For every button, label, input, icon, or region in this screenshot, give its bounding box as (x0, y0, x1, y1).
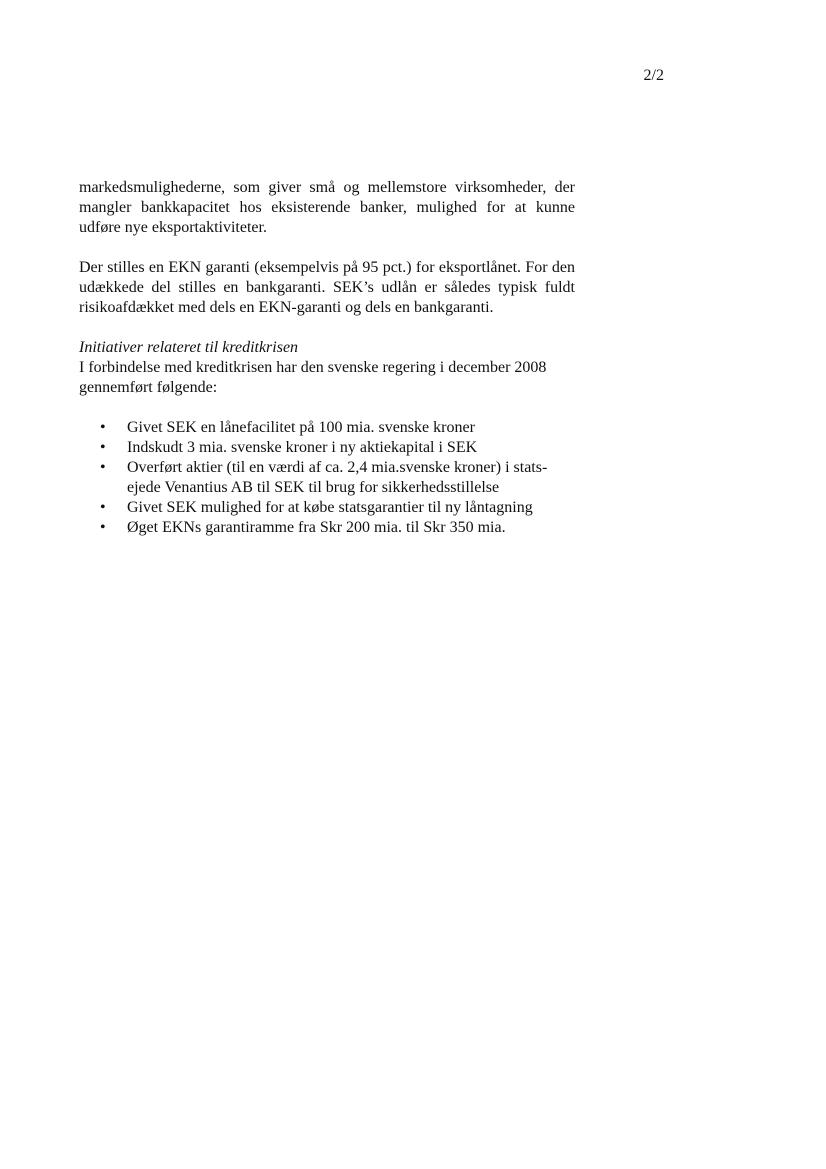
bullet-icon: • (100, 499, 106, 516)
section-intro: I forbindelse med kreditkrisen har den svenske regering i december 2008 gennemført følgende: (79, 359, 547, 396)
list-item-text: Overført aktier (til en værdi af ca. 2,4 mia.svenske kroner) i stats-ejede Venantius AB til SEK til brug for sikkerhedsstillelse (127, 459, 548, 496)
bullet-icon: • (100, 419, 106, 436)
document-body (79, 178, 575, 538)
list-item (79, 458, 575, 498)
credit-crisis-section (79, 338, 575, 538)
bullet-icon: • (100, 459, 106, 476)
page-number: 2/2 (643, 67, 664, 84)
list-item (79, 518, 575, 538)
bullet-icon: • (100, 519, 106, 536)
list-item (79, 498, 575, 518)
initiatives-list (79, 418, 575, 538)
bullet-icon: • (100, 439, 106, 456)
list-item-text: Givet SEK mulighed for at købe statsgarantier til ny låntagning (127, 499, 533, 516)
list-item (79, 418, 575, 438)
section-heading: Initiativer relateret til kreditkrisen (79, 339, 299, 356)
paragraph: Der stilles en EKN garanti (eksempelvis på 95 pct.) for eksportlånet. For den udækkede del stilles en bankgaranti. SEK’s udlån er således typisk fuldt risikoafdækket med dels en EKN-garanti og dels en bankgaranti. (79, 259, 575, 316)
list-item (79, 438, 575, 458)
list-item-text: Givet SEK en lånefacilitet på 100 mia. svenske kroner (127, 419, 475, 436)
list-item-text: Indskudt 3 mia. svenske kroner i ny aktiekapital i SEK (127, 439, 478, 456)
paragraph: markedsmulighederne, som giver små og mellemstore virksomheder, der mangler bankkapacitet hos eksisterende banker, mulighed for at kunne udføre nye eksportaktiviteter. (79, 179, 575, 236)
list-item-text: Øget EKNs garantiramme fra Skr 200 mia. til Skr 350 mia. (127, 519, 506, 536)
